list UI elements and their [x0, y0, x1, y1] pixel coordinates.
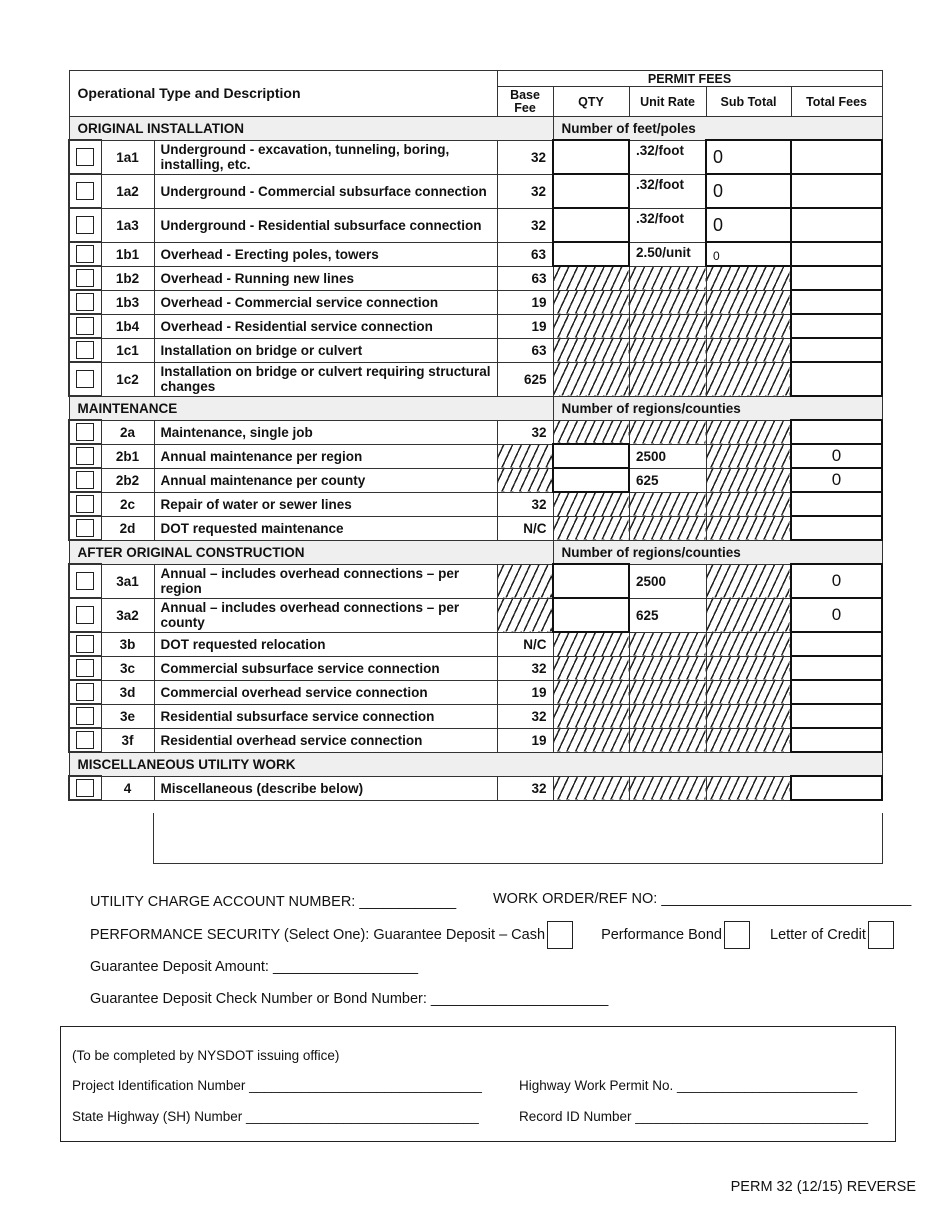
- qty-hatched: [553, 728, 629, 752]
- unit-rate-hatched: [629, 420, 706, 444]
- table-row: [69, 776, 882, 800]
- form-footer: PERM 32 (12/15) REVERSE: [730, 1179, 916, 1195]
- base-fee-hatched: [497, 468, 553, 492]
- table-row: [69, 174, 882, 208]
- base-fee: 32: [497, 492, 553, 516]
- sub-total-hatched: [706, 444, 791, 468]
- table-row: [69, 290, 882, 314]
- sub-total-hatched: [706, 598, 791, 632]
- total-fees-input[interactable]: [791, 242, 882, 266]
- qty-hatched: [553, 656, 629, 680]
- unit-rate: 2.50/unit: [629, 242, 706, 266]
- row-code: 3a1: [101, 564, 154, 598]
- section-header: [69, 540, 882, 564]
- base-fee: 32: [497, 140, 553, 174]
- qty-hatched: [553, 776, 629, 800]
- section-title: ORIGINAL INSTALLATION: [69, 117, 553, 141]
- total-fees-input[interactable]: [791, 704, 882, 728]
- base-fee-header: Base Fee: [497, 87, 553, 117]
- qty-hatched: [553, 362, 629, 396]
- section-header: [69, 752, 882, 776]
- checkbox-icon[interactable]: [76, 731, 94, 749]
- row-description: Overhead - Erecting poles, towers: [154, 242, 497, 266]
- sub-total-hatched: [706, 314, 791, 338]
- checkbox-icon[interactable]: [76, 495, 94, 513]
- checkbox-icon[interactable]: [76, 245, 94, 263]
- row-code: 3b: [101, 632, 154, 656]
- table-row: [69, 314, 882, 338]
- total-fees-input[interactable]: [791, 776, 882, 800]
- row-description: Miscellaneous (describe below): [154, 776, 497, 800]
- row-description: Overhead - Commercial service connection: [154, 290, 497, 314]
- row-description: Underground - Residential subsurface connection: [154, 208, 497, 242]
- total-fees-input[interactable]: [791, 314, 882, 338]
- unit-rate-hatched: [629, 266, 706, 290]
- total-fees-input[interactable]: [791, 656, 882, 680]
- row-code: 1c2: [101, 362, 154, 396]
- sub-total-hatched: [706, 632, 791, 656]
- total-fees-input[interactable]: [791, 208, 882, 242]
- sub-total: 0: [706, 208, 791, 242]
- sub-total-header: Sub Total: [706, 87, 791, 117]
- qty-note: Number of feet/poles: [553, 117, 882, 141]
- base-fee: 625: [497, 362, 553, 396]
- total-fees-input[interactable]: [791, 516, 882, 540]
- sub-total-hatched: [706, 266, 791, 290]
- total-fees-header: Total Fees: [791, 87, 882, 117]
- row-checkbox[interactable]: [69, 632, 101, 656]
- row-description: Residential subsurface service connection: [154, 704, 497, 728]
- base-fee-hatched: [497, 444, 553, 468]
- row-code: 3d: [101, 680, 154, 704]
- qty-hatched: [553, 632, 629, 656]
- base-fee: 32: [497, 704, 553, 728]
- misc-description-input[interactable]: [153, 813, 883, 864]
- section-title: MISCELLANEOUS UTILITY WORK: [69, 752, 882, 776]
- unit-rate: .32/foot: [629, 208, 706, 242]
- total-fees-input[interactable]: [791, 266, 882, 290]
- unit-rate-hatched: [629, 728, 706, 752]
- checkbox-icon[interactable]: [76, 293, 94, 311]
- row-checkbox[interactable]: [69, 704, 101, 728]
- row-code: 1b1: [101, 242, 154, 266]
- checkbox-icon[interactable]: [76, 269, 94, 287]
- checkbox-icon[interactable]: [76, 317, 94, 335]
- checkbox-icon[interactable]: [76, 370, 94, 388]
- row-checkbox[interactable]: [69, 314, 101, 338]
- sub-total-hatched: [706, 728, 791, 752]
- checkbox-icon[interactable]: [76, 606, 94, 624]
- table-row: [69, 140, 882, 174]
- total-fees-input[interactable]: [791, 362, 882, 396]
- table-row: [69, 680, 882, 704]
- row-description: Annual maintenance per county: [154, 468, 497, 492]
- work-order-field[interactable]: WORK ORDER/REF NO: _______________________________: [493, 891, 912, 907]
- total-fees-input[interactable]: [791, 140, 882, 174]
- table-row: [69, 564, 882, 598]
- row-checkbox[interactable]: [69, 290, 101, 314]
- qty-note: Number of regions/counties: [553, 396, 882, 420]
- total-fees-input[interactable]: [791, 728, 882, 752]
- row-description: Residential overhead service connection: [154, 728, 497, 752]
- row-code: 1b2: [101, 266, 154, 290]
- base-fee: 32: [497, 776, 553, 800]
- row-checkbox[interactable]: [69, 266, 101, 290]
- total-fees-input[interactable]: [791, 492, 882, 516]
- sub-total-hatched: [706, 290, 791, 314]
- base-fee: 63: [497, 266, 553, 290]
- sub-total-hatched: [706, 776, 791, 800]
- qty-input[interactable]: [553, 598, 629, 632]
- total-fees-input[interactable]: 0: [791, 564, 882, 598]
- sub-total-hatched: [706, 468, 791, 492]
- row-checkbox[interactable]: [69, 174, 101, 208]
- row-code: 2d: [101, 516, 154, 540]
- qty-hatched: [553, 338, 629, 362]
- row-description: Commercial overhead service connection: [154, 680, 497, 704]
- row-checkbox[interactable]: [69, 444, 101, 468]
- unit-rate-hatched: [629, 680, 706, 704]
- row-checkbox[interactable]: [69, 420, 101, 444]
- record-id-field[interactable]: Record ID Number _______________________________: [519, 1109, 869, 1124]
- qty-input[interactable]: [553, 208, 629, 242]
- qty-input[interactable]: [553, 242, 629, 266]
- performance-bond-checkbox[interactable]: [724, 921, 750, 949]
- row-description: DOT requested relocation: [154, 632, 497, 656]
- row-description: Installation on bridge or culvert: [154, 338, 497, 362]
- row-checkbox[interactable]: [69, 776, 101, 800]
- guarantee-deposit-cash-checkbox[interactable]: [547, 921, 573, 949]
- total-fees-input[interactable]: [791, 680, 882, 704]
- check-number-field[interactable]: Guarantee Deposit Check Number or Bond Number: ______________________: [90, 991, 609, 1007]
- performance-security-label: PERFORMANCE SECURITY (Select One): Guarantee Deposit – Cash: [90, 926, 546, 943]
- unit-rate: 2500: [629, 444, 706, 468]
- unit-rate-hatched: [629, 492, 706, 516]
- sub-total: 0: [706, 140, 791, 174]
- unit-rate-hatched: [629, 290, 706, 314]
- unit-rate: .32/foot: [629, 174, 706, 208]
- total-fees-input[interactable]: [791, 632, 882, 656]
- unit-rate-hatched: [629, 632, 706, 656]
- row-description: DOT requested maintenance: [154, 516, 497, 540]
- checkbox-icon[interactable]: [76, 779, 94, 797]
- checkbox-icon[interactable]: [76, 635, 94, 653]
- row-code: 1a1: [101, 140, 154, 174]
- unit-rate-hatched: [629, 516, 706, 540]
- row-checkbox[interactable]: [69, 680, 101, 704]
- base-fee: 32: [497, 656, 553, 680]
- row-description: Underground - excavation, tunneling, boring, installing, etc.: [154, 140, 497, 174]
- sub-total: 0: [706, 174, 791, 208]
- checkbox-icon[interactable]: [76, 471, 94, 489]
- qty-input[interactable]: [553, 564, 629, 598]
- row-description: Overhead - Residential service connection: [154, 314, 497, 338]
- table-row: [69, 420, 882, 444]
- row-checkbox[interactable]: [69, 656, 101, 680]
- row-description: Repair of water or sewer lines: [154, 492, 497, 516]
- base-fee: N/C: [497, 632, 553, 656]
- row-checkbox[interactable]: [69, 564, 101, 598]
- base-fee: 32: [497, 174, 553, 208]
- row-code: 2c: [101, 492, 154, 516]
- row-code: 1b4: [101, 314, 154, 338]
- checkbox-icon[interactable]: [76, 683, 94, 701]
- description-header: Operational Type and Description: [69, 71, 497, 117]
- unit-rate: 625: [629, 598, 706, 632]
- base-fee: 32: [497, 420, 553, 444]
- row-checkbox[interactable]: [69, 338, 101, 362]
- unit-rate-hatched: [629, 338, 706, 362]
- permit-number-field[interactable]: Highway Work Permit No. ________________________: [519, 1078, 858, 1093]
- unit-rate-hatched: [629, 314, 706, 338]
- qty-input[interactable]: [553, 468, 629, 492]
- unit-rate-header: Unit Rate: [629, 87, 706, 117]
- section-header: [69, 396, 882, 420]
- row-description: Maintenance, single job: [154, 420, 497, 444]
- qty-hatched: [553, 516, 629, 540]
- table-row: [69, 338, 882, 362]
- section-title: MAINTENANCE: [69, 396, 553, 420]
- permit-fees-table: [68, 70, 883, 801]
- row-checkbox[interactable]: [69, 516, 101, 540]
- base-fee: 32: [497, 208, 553, 242]
- table-row: [69, 468, 882, 492]
- row-code: 2b1: [101, 444, 154, 468]
- checkbox-icon[interactable]: [76, 182, 94, 200]
- table-row: [69, 598, 882, 632]
- base-fee: N/C: [497, 516, 553, 540]
- checkbox-icon[interactable]: [76, 707, 94, 725]
- qty-input[interactable]: [553, 174, 629, 208]
- section-header: [69, 117, 882, 141]
- row-code: 1b3: [101, 290, 154, 314]
- row-description: Installation on bridge or culvert requiring structural changes: [154, 362, 497, 396]
- row-code: 1a3: [101, 208, 154, 242]
- row-checkbox[interactable]: [69, 140, 101, 174]
- checkbox-icon[interactable]: [76, 519, 94, 537]
- row-checkbox[interactable]: [69, 728, 101, 752]
- unit-rate-hatched: [629, 704, 706, 728]
- base-fee: 19: [497, 290, 553, 314]
- base-fee: 19: [497, 728, 553, 752]
- row-code: 3e: [101, 704, 154, 728]
- base-fee: 63: [497, 242, 553, 266]
- table-row: [69, 208, 882, 242]
- table-row: [69, 362, 882, 396]
- qty-input[interactable]: [553, 140, 629, 174]
- utility-account-field[interactable]: UTILITY CHARGE ACCOUNT NUMBER: ____________: [90, 894, 457, 910]
- row-description: Annual maintenance per region: [154, 444, 497, 468]
- qty-header: QTY: [553, 87, 629, 117]
- row-checkbox[interactable]: [69, 208, 101, 242]
- row-code: 4: [101, 776, 154, 800]
- unit-rate-hatched: [629, 776, 706, 800]
- table-row: [69, 704, 882, 728]
- total-fees-input[interactable]: [791, 338, 882, 362]
- qty-hatched: [553, 290, 629, 314]
- table-row: [69, 516, 882, 540]
- row-checkbox[interactable]: [69, 598, 101, 632]
- row-description: Overhead - Running new lines: [154, 266, 497, 290]
- project-id-field[interactable]: Project Identification Number _______________________________: [72, 1078, 482, 1093]
- sub-total-hatched: [706, 704, 791, 728]
- total-fees-input[interactable]: [791, 420, 882, 444]
- sub-total: 0: [706, 242, 791, 266]
- checkbox-icon[interactable]: [76, 572, 94, 590]
- unit-rate: 625: [629, 468, 706, 492]
- checkbox-icon[interactable]: [76, 341, 94, 359]
- total-fees-input[interactable]: 0: [791, 598, 882, 632]
- sub-total-hatched: [706, 516, 791, 540]
- nysdot-office-section: [60, 1026, 896, 1142]
- row-code: 3f: [101, 728, 154, 752]
- table-row: [69, 492, 882, 516]
- qty-hatched: [553, 704, 629, 728]
- unit-rate: .32/foot: [629, 140, 706, 174]
- row-checkbox[interactable]: [69, 468, 101, 492]
- deposit-amount-field[interactable]: Guarantee Deposit Amount: __________________: [90, 959, 419, 975]
- base-fee-hatched: [497, 564, 553, 598]
- checkbox-icon[interactable]: [76, 659, 94, 677]
- row-code: 3a2: [101, 598, 154, 632]
- unit-rate-hatched: [629, 362, 706, 396]
- row-description: Annual – includes overhead connections – per county: [154, 598, 497, 632]
- row-code: 1a2: [101, 174, 154, 208]
- qty-hatched: [553, 314, 629, 338]
- sub-total-hatched: [706, 492, 791, 516]
- section-title: AFTER ORIGINAL CONSTRUCTION: [69, 540, 553, 564]
- qty-hatched: [553, 266, 629, 290]
- row-code: 1c1: [101, 338, 154, 362]
- table-row: [69, 632, 882, 656]
- unit-rate: 2500: [629, 564, 706, 598]
- permit-fees-header: PERMIT FEES: [497, 71, 882, 87]
- base-fee-hatched: [497, 598, 553, 632]
- row-checkbox[interactable]: [69, 492, 101, 516]
- state-highway-field[interactable]: State Highway (SH) Number _______________________________: [72, 1109, 479, 1124]
- total-fees-input[interactable]: 0: [791, 468, 882, 492]
- row-checkbox[interactable]: [69, 362, 101, 396]
- total-fees-input[interactable]: [791, 290, 882, 314]
- sub-total-hatched: [706, 656, 791, 680]
- row-description: Underground - Commercial subsurface connection: [154, 174, 497, 208]
- base-fee: 63: [497, 338, 553, 362]
- qty-hatched: [553, 680, 629, 704]
- qty-note: Number of regions/counties: [553, 540, 882, 564]
- office-note: (To be completed by NYSDOT issuing office): [72, 1048, 340, 1063]
- row-description: Annual – includes overhead connections – per region: [154, 564, 497, 598]
- checkbox-icon[interactable]: [76, 423, 94, 441]
- unit-rate-hatched: [629, 656, 706, 680]
- row-code: 2b2: [101, 468, 154, 492]
- base-fee: 19: [497, 680, 553, 704]
- total-fees-input[interactable]: [791, 174, 882, 208]
- sub-total-hatched: [706, 362, 791, 396]
- table-row: [69, 266, 882, 290]
- row-checkbox[interactable]: [69, 242, 101, 266]
- base-fee: 19: [497, 314, 553, 338]
- row-description: Commercial subsurface service connection: [154, 656, 497, 680]
- row-code: 3c: [101, 656, 154, 680]
- checkbox-icon[interactable]: [76, 447, 94, 465]
- table-row: [69, 656, 882, 680]
- sub-total-hatched: [706, 680, 791, 704]
- sub-total-hatched: [706, 564, 791, 598]
- table-row: [69, 242, 882, 266]
- letter-of-credit-checkbox[interactable]: [868, 921, 894, 949]
- table-row: [69, 728, 882, 752]
- table-row: [69, 444, 882, 468]
- sub-total-hatched: [706, 338, 791, 362]
- qty-input[interactable]: [553, 444, 629, 468]
- checkbox-icon[interactable]: [76, 216, 94, 234]
- qty-hatched: [553, 420, 629, 444]
- sub-total-hatched: [706, 420, 791, 444]
- performance-bond-label: Performance Bond: [601, 926, 722, 943]
- letter-of-credit-label: Letter of Credit: [770, 926, 866, 943]
- total-fees-input[interactable]: 0: [791, 444, 882, 468]
- row-code: 2a: [101, 420, 154, 444]
- qty-hatched: [553, 492, 629, 516]
- checkbox-icon[interactable]: [76, 148, 94, 166]
